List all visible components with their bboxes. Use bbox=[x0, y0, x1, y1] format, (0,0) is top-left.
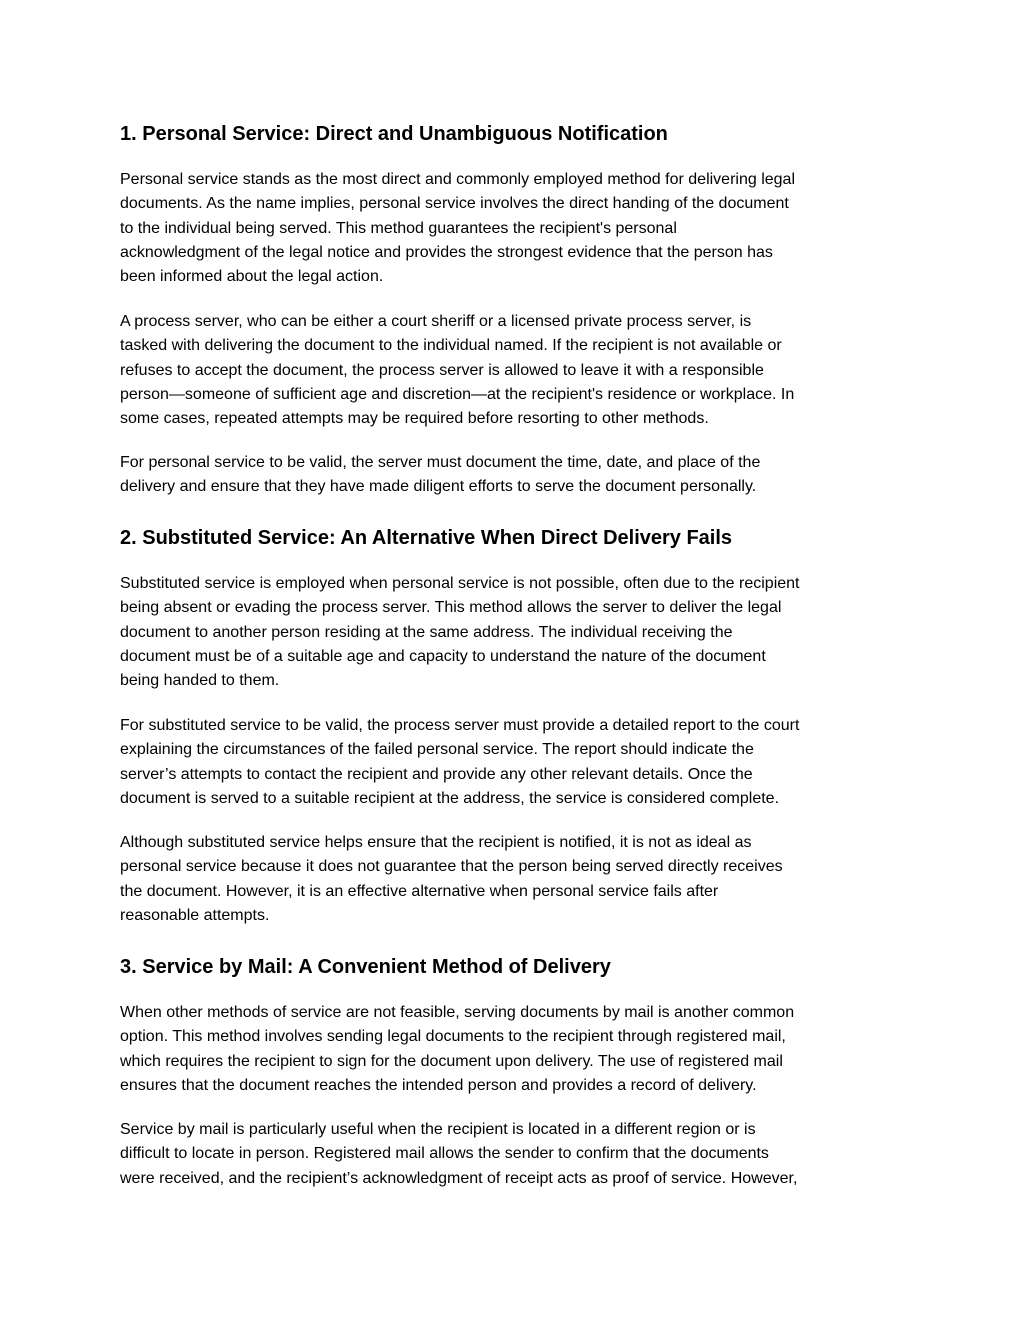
text-line: For substituted service to be valid, the process server must provide a detailed report to the court bbox=[120, 717, 800, 734]
text-line: person—someone of sufficient age and discretion—at the recipient's residence or workplace. In bbox=[120, 385, 795, 403]
text-line: the document. However, it is an effective alternative when personal service fails after bbox=[120, 882, 719, 900]
text-line: being handed to them. bbox=[120, 672, 280, 690]
text-line: refuses to accept the document, the process server is allowed to leave it with a responsible bbox=[120, 361, 764, 379]
text-line: option. This method involves sending legal documents to the recipient through registered mail, bbox=[120, 1028, 786, 1046]
text-line: When other methods of service are not feasible, serving documents by mail is another common bbox=[120, 1004, 795, 1021]
text-line: server’s attempts to contact the recipient and provide any other relevant details. Once the bbox=[120, 765, 753, 783]
text-line: difficult to locate in person. Registered mail allows the sender to confirm that the documents bbox=[120, 1145, 769, 1163]
text-line: been informed about the legal action. bbox=[120, 268, 384, 286]
paragraph bbox=[120, 831, 783, 928]
paragraph bbox=[120, 451, 760, 500]
text-line: document must be of a suitable age and capacity to understand the nature of the document bbox=[120, 647, 766, 665]
section-heading: 3. Service by Mail: A Convenient Method of Delivery bbox=[120, 956, 611, 978]
text-line: Service by mail is particularly useful when the recipient is located in a different region or is bbox=[120, 1121, 756, 1138]
paragraph bbox=[120, 572, 800, 693]
text-line: personal service because it does not guarantee that the person being served directly receives bbox=[120, 858, 783, 876]
paragraph bbox=[120, 1118, 797, 1191]
text-line: reasonable attempts. bbox=[120, 906, 270, 924]
section-heading: 1. Personal Service: Direct and Unambiguous Notification bbox=[120, 123, 668, 145]
text-line: A process server, who can be either a court sheriff or a licensed private process server, is bbox=[120, 313, 752, 330]
paragraph bbox=[120, 310, 794, 431]
text-line: document is served to a suitable recipient at the address, the service is considered complete. bbox=[120, 789, 780, 807]
text-line: being absent or evading the process server. This method allows the server to deliver the legal bbox=[120, 599, 782, 617]
text-line: documents. As the name implies, personal service involves the direct handing of the document bbox=[120, 195, 789, 213]
paragraph bbox=[120, 1001, 794, 1098]
text-line: Personal service stands as the most direct and commonly employed method for delivering legal bbox=[120, 171, 795, 188]
text-line: which requires the recipient to sign for the document upon delivery. The use of registered mail bbox=[120, 1052, 783, 1070]
text-line: delivery and ensure that they have made diligent efforts to serve the document personally. bbox=[120, 478, 757, 496]
text-line: For personal service to be valid, the server must document the time, date, and place of the bbox=[120, 454, 761, 471]
text-line: were received, and the recipient’s acknowledgment of receipt acts as proof of service. However, bbox=[120, 1169, 798, 1187]
text-line: some cases, repeated attempts may be required before resorting to other methods. bbox=[120, 410, 709, 428]
section-heading: 2. Substituted Service: An Alternative When Direct Delivery Fails bbox=[120, 527, 733, 549]
paragraph bbox=[120, 168, 795, 289]
paragraph bbox=[120, 714, 799, 811]
text-line: ensures that the document reaches the intended person and provides a record of delivery. bbox=[120, 1076, 757, 1094]
text-line: tasked with delivering the document to the individual named. If the recipient is not available or bbox=[120, 337, 782, 355]
text-line: to the individual being served. This method guarantees the recipient's personal bbox=[120, 219, 677, 237]
text-line: Substituted service is employed when personal service is not possible, often due to the recipient bbox=[120, 575, 800, 592]
text-line: document to another person residing at the same address. The individual receiving the bbox=[120, 623, 733, 641]
text-line: Although substituted service helps ensure that the recipient is notified, it is not as ideal as bbox=[120, 834, 752, 851]
text-line: explaining the circumstances of the failed personal service. The report should indicate the bbox=[120, 741, 754, 759]
text-line: acknowledgment of the legal notice and provides the strongest evidence that the person has bbox=[120, 243, 773, 261]
